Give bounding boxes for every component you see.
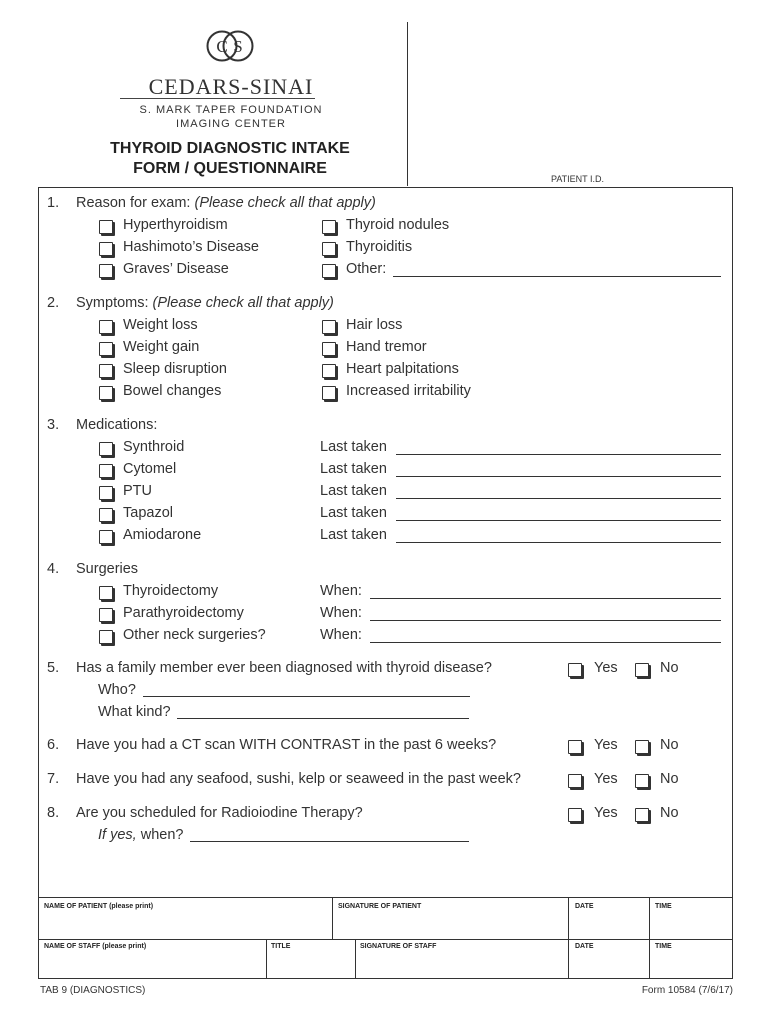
foundation-name bbox=[120, 103, 342, 131]
foundation-line-1: S. MARK TAPER FOUNDATION bbox=[139, 104, 323, 116]
name-of-staff-label: NAME OF STAFF (please print) bbox=[44, 943, 147, 950]
checkbox-cytomel[interactable] bbox=[99, 464, 113, 478]
checkbox-other[interactable] bbox=[322, 264, 336, 278]
option-other: Other: bbox=[346, 261, 387, 277]
what-kind-label: What kind? bbox=[98, 704, 171, 720]
option-ptu: PTU bbox=[123, 483, 152, 499]
checkbox-weight-gain[interactable] bbox=[99, 342, 113, 356]
q6-yes-label: Yes bbox=[594, 737, 618, 753]
column-divider bbox=[355, 939, 356, 979]
foundation-line-2: IMAGING CENTER bbox=[176, 118, 286, 130]
q5-number: 5. bbox=[47, 660, 60, 676]
patient-date-label: DATE bbox=[575, 903, 594, 910]
q8-no-checkbox[interactable] bbox=[635, 808, 649, 822]
checkbox-amiodarone[interactable] bbox=[99, 530, 113, 544]
checkbox-other-neck-surgeries[interactable] bbox=[99, 630, 113, 644]
if-yes-label: If yes, bbox=[98, 827, 137, 843]
form-title-line-1: THYROID DIAGNOSTIC INTAKE bbox=[110, 140, 350, 157]
name-of-patient-label: NAME OF PATIENT (please print) bbox=[44, 903, 154, 910]
checkbox-hair-loss[interactable] bbox=[322, 320, 336, 334]
q1-label: Reason for exam: bbox=[76, 195, 191, 211]
what-kind-field[interactable] bbox=[177, 718, 469, 719]
title-label: TITLE bbox=[271, 943, 291, 950]
brand-divider bbox=[120, 98, 315, 99]
option-hand-tremor: Hand tremor bbox=[346, 339, 427, 355]
checkbox-parathyroidectomy[interactable] bbox=[99, 608, 113, 622]
brand-name: CEDARS-SINAI bbox=[148, 74, 314, 99]
patient-id-label: PATIENT I.D. bbox=[551, 174, 605, 184]
tapazol-last-taken-field[interactable] bbox=[396, 520, 721, 521]
cedars-sinai-logo-icon bbox=[206, 30, 254, 62]
q4-label: Surgeries bbox=[76, 561, 139, 577]
checkbox-thyroiditis[interactable] bbox=[322, 242, 336, 256]
checkbox-thyroidectomy[interactable] bbox=[99, 586, 113, 600]
patient-time-label: TIME bbox=[655, 903, 672, 910]
last-taken-label: Last taken bbox=[320, 483, 387, 499]
option-hair-loss: Hair loss bbox=[346, 317, 403, 333]
q7-no-checkbox[interactable] bbox=[635, 774, 649, 788]
checkbox-bowel-changes[interactable] bbox=[99, 386, 113, 400]
q3-number: 3. bbox=[47, 417, 60, 433]
q5-question: Has a family member ever been diagnosed with thyroid disease? bbox=[76, 660, 492, 676]
option-heart-palpitations: Heart palpitations bbox=[346, 361, 459, 377]
q8-question: Are you scheduled for Radioiodine Therapy? bbox=[76, 805, 363, 821]
header-divider bbox=[407, 22, 408, 186]
when-label: When: bbox=[320, 605, 362, 621]
signature-of-patient-label: SIGNATURE OF PATIENT bbox=[338, 903, 422, 910]
amiodarone-last-taken-field[interactable] bbox=[396, 542, 721, 543]
checkbox-thyroid-nodules[interactable] bbox=[322, 220, 336, 234]
option-graves: Graves’ Disease bbox=[123, 261, 229, 277]
last-taken-label: Last taken bbox=[320, 505, 387, 521]
q7-question: Have you had any seafood, sushi, kelp or seaweed in the past week? bbox=[76, 771, 521, 787]
ptu-last-taken-field[interactable] bbox=[396, 498, 721, 499]
option-amiodarone: Amiodarone bbox=[123, 527, 202, 543]
synthroid-last-taken-field[interactable] bbox=[396, 454, 721, 455]
checkbox-ptu[interactable] bbox=[99, 486, 113, 500]
checkbox-increased-irritability[interactable] bbox=[322, 386, 336, 400]
q1-note: (Please check all that apply) bbox=[194, 195, 376, 211]
checkbox-weight-loss[interactable] bbox=[99, 320, 113, 334]
last-taken-label: Last taken bbox=[320, 461, 387, 477]
cytomel-last-taken-field[interactable] bbox=[396, 476, 721, 477]
checkbox-heart-palpitations[interactable] bbox=[322, 364, 336, 378]
q5-yes-checkbox[interactable] bbox=[568, 663, 582, 677]
q7-yes-checkbox[interactable] bbox=[568, 774, 582, 788]
column-divider bbox=[332, 897, 333, 939]
option-tapazol: Tapazol bbox=[123, 505, 173, 521]
option-weight-gain: Weight gain bbox=[123, 339, 200, 355]
q7-number: 7. bbox=[47, 771, 60, 787]
option-weight-loss: Weight loss bbox=[123, 317, 198, 333]
option-other-neck-surgeries: Other neck surgeries? bbox=[123, 627, 266, 643]
q4-number: 4. bbox=[47, 561, 60, 577]
form-title-line-2: FORM / QUESTIONNAIRE bbox=[133, 160, 327, 177]
q6-number: 6. bbox=[47, 737, 60, 753]
q2-question bbox=[76, 295, 334, 311]
checkbox-sleep-disruption[interactable] bbox=[99, 364, 113, 378]
staff-time-label: TIME bbox=[655, 943, 672, 950]
footer-form-number: Form 10584 (7/6/17) bbox=[641, 985, 733, 996]
q2-note: (Please check all that apply) bbox=[152, 295, 334, 311]
option-thyroiditis: Thyroiditis bbox=[346, 239, 413, 255]
option-parathyroidectomy: Parathyroidectomy bbox=[123, 605, 244, 621]
q6-no-checkbox[interactable] bbox=[635, 740, 649, 754]
form-title bbox=[60, 139, 400, 179]
signature-row-divider bbox=[38, 939, 733, 940]
parathyroidectomy-when-field[interactable] bbox=[370, 620, 721, 621]
q7-yes-label: Yes bbox=[594, 771, 618, 787]
when-text: when? bbox=[140, 827, 184, 843]
if-yes-when-label bbox=[98, 827, 183, 843]
option-cytomel: Cytomel bbox=[123, 461, 177, 477]
thyroidectomy-when-field[interactable] bbox=[370, 598, 721, 599]
checkbox-graves[interactable] bbox=[99, 264, 113, 278]
last-taken-label: Last taken bbox=[320, 527, 387, 543]
q5-no-checkbox[interactable] bbox=[635, 663, 649, 677]
q8-yes-checkbox[interactable] bbox=[568, 808, 582, 822]
when-label: When: bbox=[320, 627, 362, 643]
q1-number: 1. bbox=[47, 195, 60, 211]
option-synthroid: Synthroid bbox=[123, 439, 185, 455]
checkbox-synthroid[interactable] bbox=[99, 442, 113, 456]
svg-text:C: C bbox=[216, 37, 228, 56]
q6-no-label: No bbox=[660, 737, 679, 753]
checkbox-hand-tremor[interactable] bbox=[322, 342, 336, 356]
who-field[interactable] bbox=[143, 696, 470, 697]
who-label: Who? bbox=[98, 682, 136, 698]
option-increased-irritability: Increased irritability bbox=[346, 383, 471, 399]
q1-question bbox=[76, 195, 376, 211]
q2-label: Symptoms: bbox=[76, 295, 149, 311]
checkbox-hashimotos[interactable] bbox=[99, 242, 113, 256]
last-taken-label: Last taken bbox=[320, 439, 387, 455]
other-reason-field[interactable] bbox=[393, 276, 721, 277]
column-divider bbox=[568, 897, 569, 979]
checkbox-tapazol[interactable] bbox=[99, 508, 113, 522]
when-label: When: bbox=[320, 583, 362, 599]
q8-yes-label: Yes bbox=[594, 805, 618, 821]
option-sleep-disruption: Sleep disruption bbox=[123, 361, 227, 377]
svg-text:S: S bbox=[233, 37, 243, 56]
staff-date-label: DATE bbox=[575, 943, 594, 950]
q5-no-label: No bbox=[660, 660, 679, 676]
option-thyroid-nodules: Thyroid nodules bbox=[346, 217, 450, 233]
option-hyperthyroidism: Hyperthyroidism bbox=[123, 217, 228, 233]
radioiodine-when-field[interactable] bbox=[190, 841, 469, 842]
signature-of-staff-label: SIGNATURE OF STAFF bbox=[360, 943, 437, 950]
q8-no-label: No bbox=[660, 805, 679, 821]
q7-no-label: No bbox=[660, 771, 679, 787]
option-thyroidectomy: Thyroidectomy bbox=[123, 583, 219, 599]
column-divider bbox=[266, 939, 267, 979]
q5-yes-label: Yes bbox=[594, 660, 618, 676]
column-divider bbox=[649, 897, 650, 979]
q3-label: Medications: bbox=[76, 417, 158, 433]
option-hashimotos: Hashimoto’s Disease bbox=[123, 239, 259, 255]
footer-tab-label: TAB 9 (DIAGNOSTICS) bbox=[40, 985, 146, 996]
checkbox-hyperthyroidism[interactable] bbox=[99, 220, 113, 234]
q2-number: 2. bbox=[47, 295, 60, 311]
q6-question: Have you had a CT scan WITH CONTRAST in the past 6 weeks? bbox=[76, 737, 497, 753]
q8-number: 8. bbox=[47, 805, 60, 821]
other-neck-surgeries-when-field[interactable] bbox=[370, 642, 721, 643]
option-bowel-changes: Bowel changes bbox=[123, 383, 222, 399]
q6-yes-checkbox[interactable] bbox=[568, 740, 582, 754]
